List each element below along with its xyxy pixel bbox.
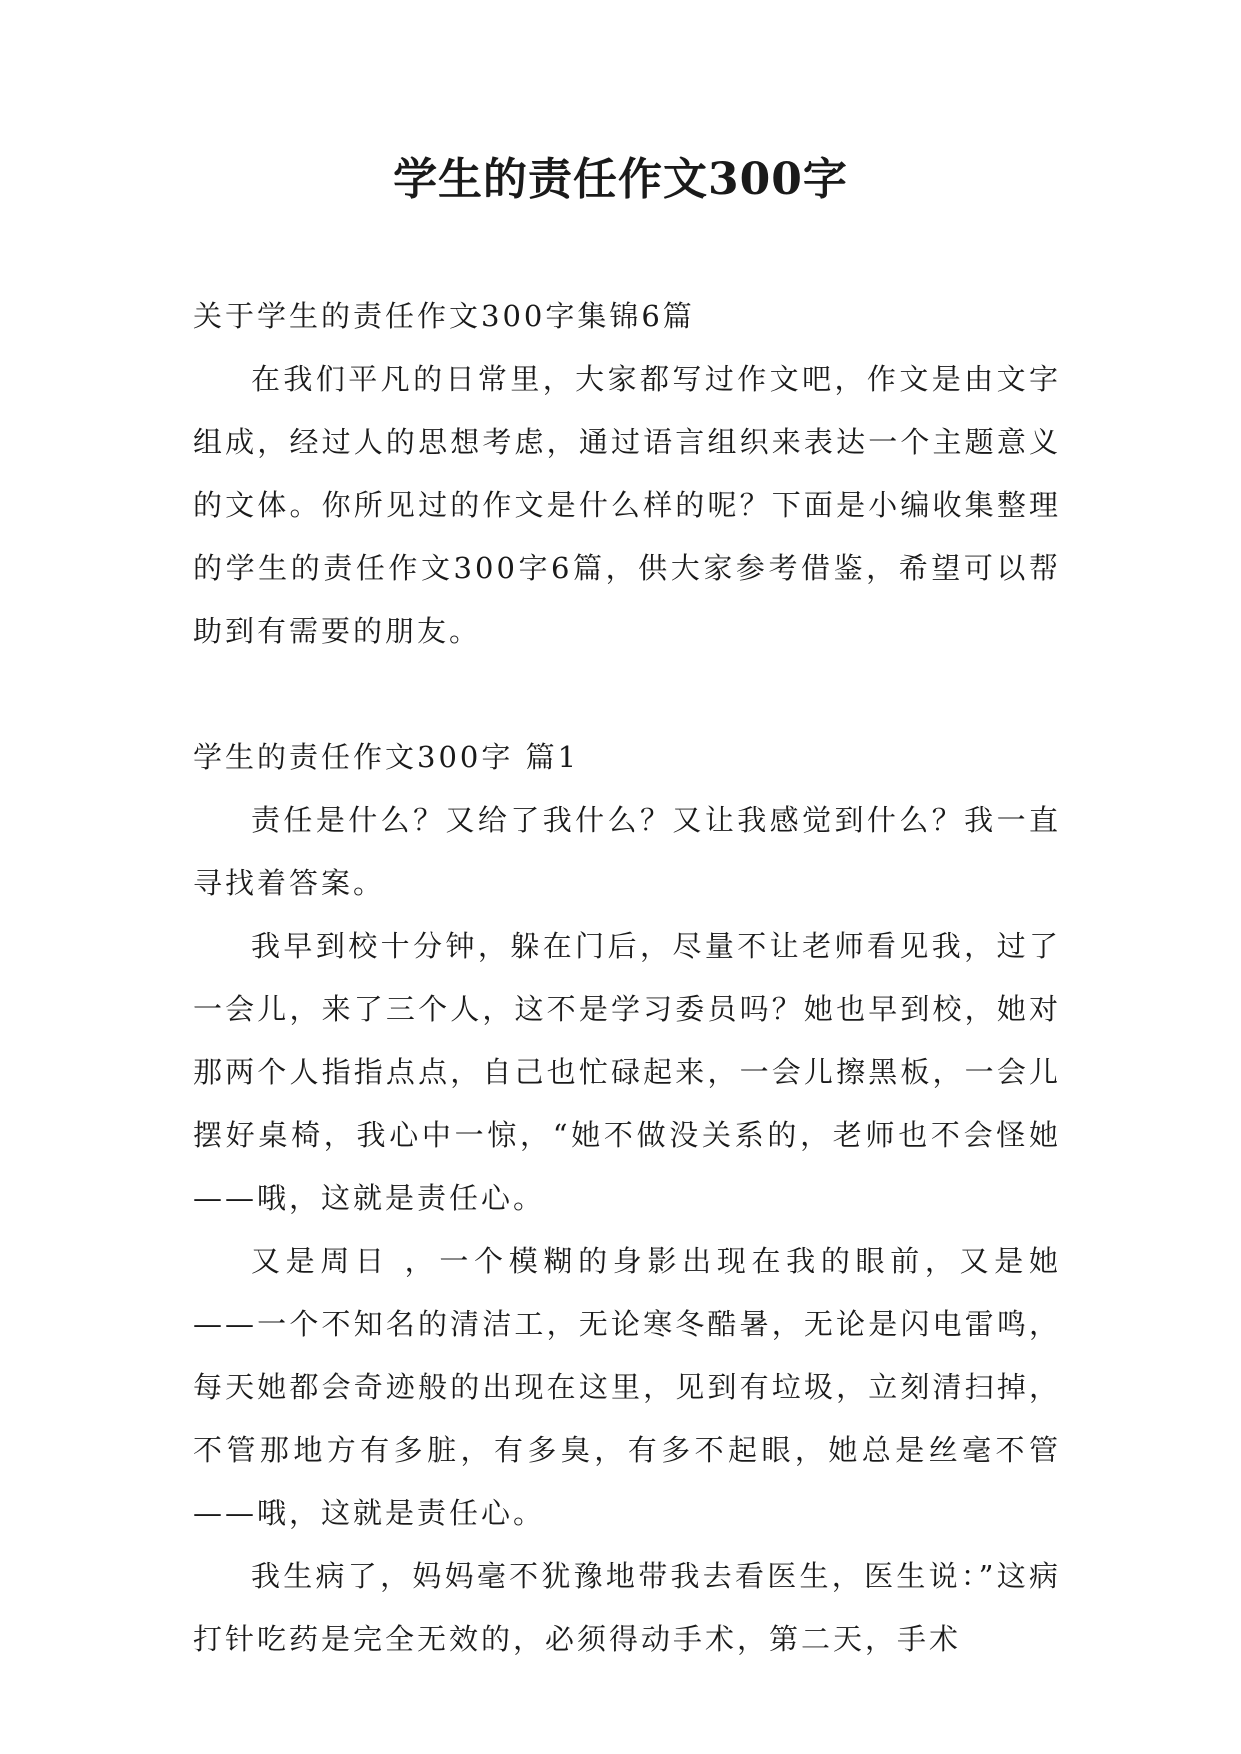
document-title: 学生的责任作文300字	[393, 154, 848, 205]
intro-paragraph: 在我们平凡的日常里，大家都写过作文吧，作文是由文字组成，经过人的思想考虑，通过语言组织来表达一个主题意义的文体。你所见过的作文是什么样的呢？下面是小编收集整理的学生的责任作文300字6篇，供大家参考借鉴，希望可以帮助到有需要的朋友。	[193, 362, 1061, 648]
section-paragraph-4: 我生病了，妈妈毫不犹豫地带我去看医生，医生说：”这病打针吃药是完全无效的，必须得动手术，第二天，手术	[193, 1559, 1061, 1656]
document-body	[193, 285, 1061, 1671]
collection-heading: 关于学生的责任作文300字集锦6篇	[193, 299, 695, 333]
section-paragraph-1: 责任是什么？又给了我什么？又让我感觉到什么？我一直寻找着答案。	[193, 803, 1061, 900]
section-spacer	[193, 663, 1061, 726]
section-paragraph-2: 我早到校十分钟，躲在门后，尽量不让老师看见我，过了一会儿，来了三个人，这不是学习委员吗？她也早到校，她对那两个人指指点点，自己也忙碌起来，一会儿擦黑板，一会儿摆好桌椅，我心中一惊，“她不做没关系的，老师也不会怪她——哦，这就是责任心。	[193, 929, 1061, 1215]
section-paragraph-3: 又是周日 ，一个模糊的身影出现在我的眼前，又是她——一个不知名的清洁工，无论寒冬酷暑，无论是闪电雷鸣，每天她都会奇迹般的出现在这里，见到有垃圾，立刻清扫掉，不管那地方有多脏，有多臭，有多不起眼，她总是丝毫不管——哦，这就是责任心。	[193, 1244, 1061, 1530]
section-heading: 学生的责任作文300字 篇1	[193, 740, 580, 774]
